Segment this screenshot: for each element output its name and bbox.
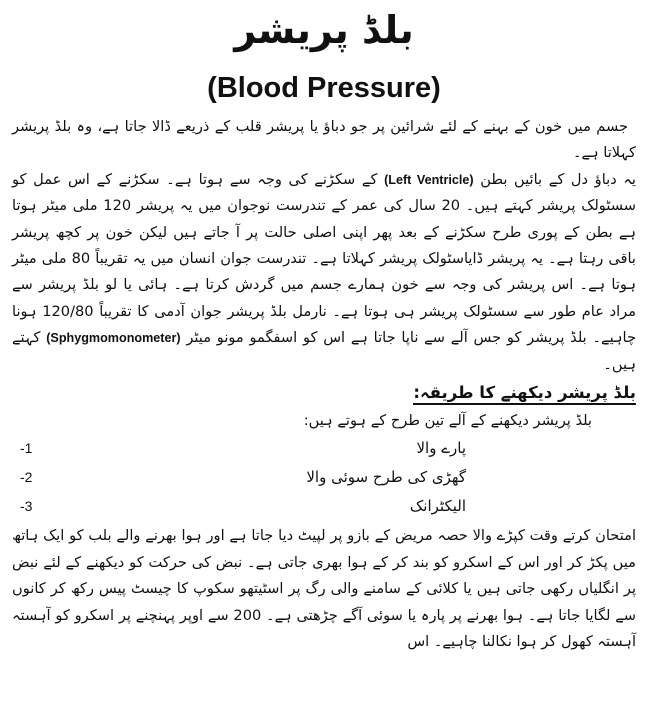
page-title-urdu: بلڈ پریشر: [234, 8, 414, 52]
paragraph-text: یہ دباؤ دل کے بائیں بطن: [480, 170, 636, 188]
paragraph-pressure-details: [12, 167, 636, 378]
page-title-english: (Blood Pressure): [207, 72, 441, 104]
device-list: [12, 434, 636, 521]
item-label: پارے والا: [416, 439, 466, 458]
paragraph-procedure: امتحان کرتے وقت کپڑے والا حصہ مریض کے بازو پر لپیٹ دیا جاتا ہے اور ہوا بھرنے والے بلب کو ایک ہاتھ میں پکڑ کر اور اس کے اسکرو کو بند کر کے ہوا بھری جاتی ہے۔ نبض کی حرکت کو دیکھنے کے لئے نبض پر انگلیاں رکھی جاتی ہیں یا کلائی کے سامنے والی رگ پر اسٹیتھو سکوپ کا چیسٹ پیس رکھ کر کانوں سے لگایا جاتا ہے۔ ہوا بھرنے پر پارہ یا سوئی آگے چڑھتی ہے۔ 200 سے اوپر پہنچنے پر اسکرو کو آہستہ آہستہ کھول کر ہوا نکالنا چاہیے۔ اس: [12, 527, 637, 651]
list-item: [12, 463, 636, 492]
item-number: -3: [20, 498, 33, 515]
paragraph-text: کہتے ہیں۔: [12, 329, 636, 373]
term-sphygmomanometer: (Sphygmomonometer): [46, 331, 181, 346]
item-number: -1: [20, 440, 33, 457]
item-label: گھڑی کی طرح سوئی والا: [306, 468, 466, 487]
list-item: [12, 434, 636, 463]
section-heading-text: بلڈ پریشر دیکھنے کا طریقہ:: [413, 383, 636, 405]
list-item: [12, 492, 636, 521]
document-body: [12, 114, 636, 656]
term-left-ventricle: (Left Ventricle): [384, 172, 474, 187]
section-heading: [12, 378, 636, 408]
paragraph-definition: جسم میں خون کے بہنے کے لئے شرائین پر جو دباؤ یا پریشر قلب کے ذریعے ڈالا جاتا ہے، وہ بلڈ پریشر کہلاتا ہے۔: [12, 118, 636, 162]
item-number: -2: [20, 469, 33, 486]
paragraph-text: کے سکڑنے کی وجہ سے ہوتا ہے۔ سکڑنے کے اس عمل کو سسٹولک پریشر کہتے ہیں۔ 20 سال کی عمر کے تندرست نوجوان میں یہ پریشر 120 ملی میٹر ہوتا ہے بطن کے پوری طرح سکڑنے کے بعد پھر اپنی اصلی حالت پر آ جاتے ہیں لیکن خون پر کچھ پریشر باقی رہتا ہے۔ یہ پریشر ڈایاسٹولک پریشر کہلاتا ہے۔ تندرست جوان انسان میں یہ تقریباً 80 ملی میٹر ہوتا ہے۔ اس پریشر کی وجہ سے خون ہمارے جسم میں گردش کرتا ہے۔ ہائی یا لو بلڈ پریشر سے مراد عام طور سے سسٹولک پریشر ہی ہوتا ہے۔ نارمل بلڈ پریشر جوان آدمی کا تقریباً 120/80 ہونا چاہیے۔ بلڈ پریشر کو جس آلے سے ناپا جاتا ہے اس کو اسفگمو مونو میٹر: [12, 170, 636, 347]
device-intro: بلڈ پریشر دیکھنے کے آلے تین طرح کے ہوتے ہیں:: [303, 412, 592, 430]
document-page: [0, 4, 650, 724]
item-label: الیکٹرانک: [409, 497, 466, 516]
